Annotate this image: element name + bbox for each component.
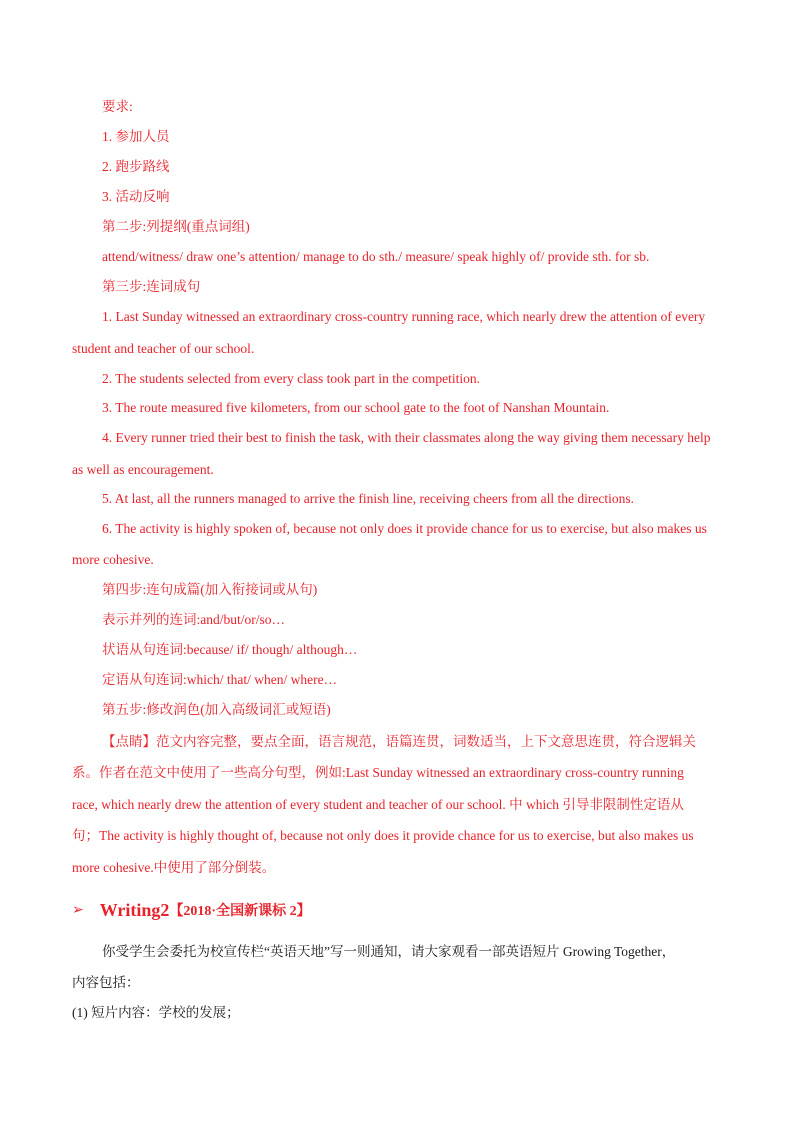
section-heading: [72, 898, 311, 922]
step-two-heading: 第二步:列提纲(重点词组): [102, 219, 250, 234]
section-title: Writing2: [99, 899, 170, 920]
sentence-text: 4. Every runner tried their best to finish the task, with their classmates along the way giving them necessary help: [102, 430, 711, 445]
requirement-item: 2. 跑步路线: [102, 159, 170, 174]
step-four-heading: 第四步:连句成篇(加入衔接词或从句): [102, 582, 318, 597]
requirements-label: 要求:: [102, 99, 133, 114]
conjunction-line: 定语从句连词:which/ that/ when/ where…: [102, 672, 338, 687]
sentence-text: 5. At last, all the runners managed to arrive the finish line, receiving cheers from all the directions.: [102, 491, 634, 506]
sentence-text: as well as encouragement.: [72, 462, 214, 477]
sentence-text: more cohesive.: [72, 552, 154, 567]
task-text: 内容包括：: [72, 975, 140, 990]
arrow-bullet-icon: ➢: [72, 902, 84, 918]
requirement-item: 1. 参加人员: [102, 129, 170, 144]
commentary-text: more cohesive.中使用了部分倒装。: [72, 860, 276, 875]
sentence-text: 2. The students selected from every class took part in the competition.: [102, 371, 481, 386]
task-item: (1) 短片内容：学校的发展；: [72, 1005, 240, 1020]
commentary-text: 【点睛】范文内容完整，要点全面，语言规范，语篇连贯，词数适当，上下文意思连贯，符合逻辑关: [102, 734, 696, 749]
commentary-text: race, which nearly drew the attention of every student and teacher of our school. 中 which 引导非限制性定语从: [72, 797, 684, 812]
sentence-text: 6. The activity is highly spoken of, because not only does it provide chance for us to exercise, but also makes us: [102, 521, 707, 536]
task-text: 你受学生会委托为校宣传栏“英语天地”写一则通知，请大家观看一部英语短片 Growing Together，: [102, 944, 676, 959]
sentence-text: 1. Last Sunday witnessed an extraordinary cross-country running race, which nearly drew the attention of every: [102, 309, 706, 324]
section-source: 【2018·全国新课标 2】: [169, 904, 311, 919]
commentary-text: 系。作者在范文中使用了一些高分句型，例如:Last Sunday witnessed an extraordinary cross-country running: [72, 765, 684, 780]
step-five-heading: 第五步:修改润色(加入高级词汇或短语): [102, 702, 331, 717]
step-three-heading: 第三步:连词成句: [102, 279, 201, 294]
sentence-text: 3. The route measured five kilometers, from our school gate to the foot of Nanshan Mountain.: [102, 400, 610, 415]
conjunction-line: 状语从句连词:because/ if/ though/ although…: [102, 642, 358, 657]
sentence-text: student and teacher of our school.: [72, 341, 255, 356]
conjunction-line: 表示并列的连词:and/but/or/so…: [102, 612, 285, 627]
key-phrases-line: attend/witness/ draw one’s attention/ manage to do sth./ measure/ speak highly of/ provide sth. for sb.: [102, 249, 650, 264]
commentary-text: 句；The activity is highly thought of, because not only does it provide chance for us to exercise, but also makes us: [72, 828, 694, 843]
requirement-item: 3. 活动反响: [102, 189, 170, 204]
